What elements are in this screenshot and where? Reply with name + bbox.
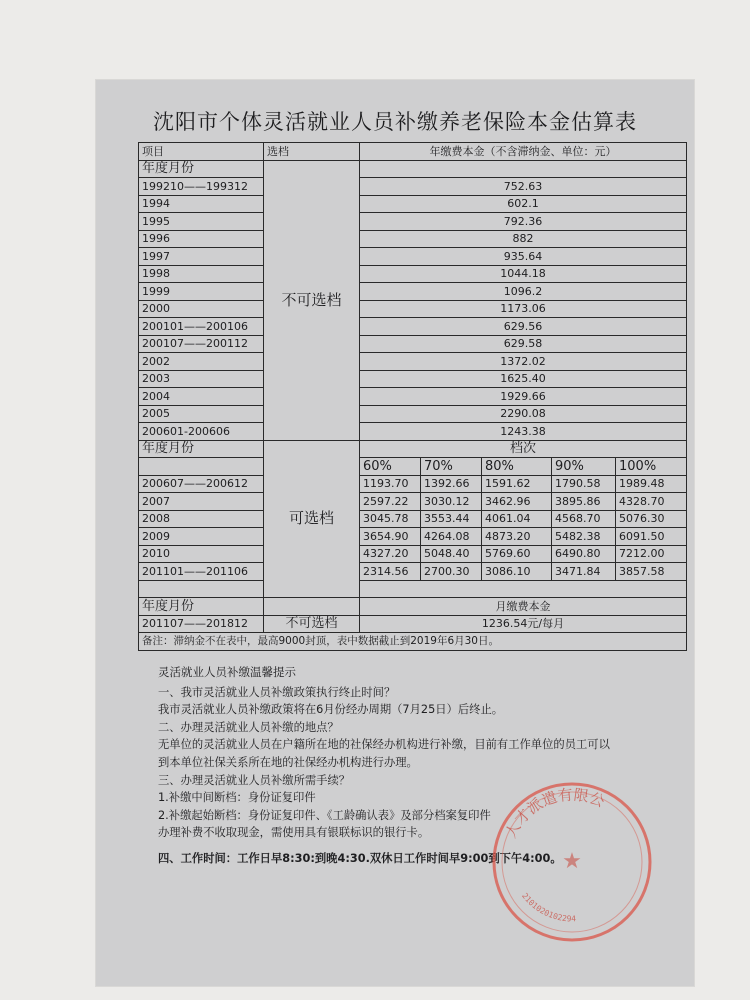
amount-cell: 3857.58 bbox=[616, 563, 687, 581]
table-row bbox=[139, 388, 687, 406]
note-row bbox=[139, 633, 687, 651]
table-row bbox=[139, 493, 687, 511]
table-row bbox=[139, 475, 687, 493]
tips-answer-1: 我市灵活就业人员补缴政策将在6月份经办周期（7月25日）后终止。 bbox=[158, 703, 504, 717]
amount-cell: 3553.44 bbox=[421, 510, 482, 528]
amount-cell: 1096.2 bbox=[360, 283, 687, 301]
period-cell: 2010 bbox=[139, 545, 264, 563]
period-cell: 1999 bbox=[139, 283, 264, 301]
star-icon: ★ bbox=[562, 849, 582, 874]
red-seal-stamp bbox=[486, 776, 658, 948]
note-cell: 备注：滞纳金不在表中，最高9000封顶，表中数据截止到2019年6月30日。 bbox=[139, 633, 687, 651]
year-month-label: 年度月份 bbox=[139, 598, 264, 616]
period-cell: 1996 bbox=[139, 230, 264, 248]
table-row bbox=[139, 528, 687, 546]
amount-cell: 1790.58 bbox=[552, 475, 616, 493]
period-cell: 1995 bbox=[139, 213, 264, 231]
table-row bbox=[139, 423, 687, 441]
page-title: 沈阳市个体灵活就业人员补缴养老保险本金估算表 bbox=[153, 110, 637, 134]
period-cell: 2008 bbox=[139, 510, 264, 528]
amount-cell: 5482.38 bbox=[552, 528, 616, 546]
amount-cell: 1173.06 bbox=[360, 300, 687, 318]
period-cell: 1998 bbox=[139, 265, 264, 283]
monthly-label: 月缴费本金 bbox=[360, 598, 687, 616]
grade-header-row bbox=[139, 440, 687, 458]
spacer-row bbox=[139, 580, 687, 598]
table-row bbox=[139, 405, 687, 423]
period-cell: 200107——200112 bbox=[139, 335, 264, 353]
amount-cell: 4873.20 bbox=[482, 528, 552, 546]
period-cell: 199210——199312 bbox=[139, 178, 264, 196]
item-header: 项目 bbox=[139, 143, 264, 161]
blank-cell bbox=[264, 598, 360, 616]
tips-answer-2-line-1: 无单位的灵活就业人员在户籍所在地的社保经办机构进行补缴，目前有工作单位的员工可以 bbox=[158, 738, 610, 752]
amount-cell: 1236.54元/每月 bbox=[360, 615, 687, 633]
table-row bbox=[139, 195, 687, 213]
period-cell: 2004 bbox=[139, 388, 264, 406]
period-cell: 200101——200106 bbox=[139, 318, 264, 336]
year-month-label: 年度月份 bbox=[139, 160, 264, 178]
amount-header: 年缴费本金（不含滞纳金、单位：元） bbox=[360, 143, 687, 161]
amount-cell: 882 bbox=[360, 230, 687, 248]
amount-cell: 602.1 bbox=[360, 195, 687, 213]
amount-cell: 4264.08 bbox=[421, 528, 482, 546]
amount-cell: 3045.78 bbox=[360, 510, 421, 528]
period-cell: 1997 bbox=[139, 248, 264, 266]
period-cell: 2007 bbox=[139, 493, 264, 511]
grade-percent-row bbox=[139, 458, 687, 476]
period-cell: 200601-200606 bbox=[139, 423, 264, 441]
table-row bbox=[139, 265, 687, 283]
grade-percent: 70% bbox=[421, 458, 482, 476]
table-row bbox=[139, 370, 687, 388]
amount-cell: 1392.66 bbox=[421, 475, 482, 493]
amount-cell: 1591.62 bbox=[482, 475, 552, 493]
amount-cell: 935.64 bbox=[360, 248, 687, 266]
table-row bbox=[139, 300, 687, 318]
not-selectable-label: 不可选档 bbox=[264, 160, 360, 440]
grade-percent: 80% bbox=[482, 458, 552, 476]
period-cell: 200607——200612 bbox=[139, 475, 264, 493]
period-cell: 2009 bbox=[139, 528, 264, 546]
grade-percent: 90% bbox=[552, 458, 616, 476]
estimate-table bbox=[138, 142, 687, 651]
amount-cell: 2290.08 bbox=[360, 405, 687, 423]
amount-cell: 3086.10 bbox=[482, 563, 552, 581]
table-row bbox=[139, 230, 687, 248]
amount-cell: 1243.38 bbox=[360, 423, 687, 441]
amount-cell: 6091.50 bbox=[616, 528, 687, 546]
amount-cell: 5048.40 bbox=[421, 545, 482, 563]
tips-answer-3-line-2: 2.补缴起始断档：身份证复印件、《工龄确认表》及部分档案复印件 bbox=[158, 808, 491, 822]
tips-answer-3-line-3: 办理补费不收取现金，需使用具有银联标识的银行卡。 bbox=[158, 826, 430, 840]
amount-cell: 7212.00 bbox=[616, 545, 687, 563]
amount-cell: 3471.84 bbox=[552, 563, 616, 581]
monthly-row bbox=[139, 615, 687, 633]
grade-header: 选档 bbox=[264, 143, 360, 161]
amount-cell: 2314.56 bbox=[360, 563, 421, 581]
amount-cell: 3030.12 bbox=[421, 493, 482, 511]
table-row bbox=[139, 248, 687, 266]
grade-label: 档次 bbox=[360, 440, 687, 458]
period-cell: 2005 bbox=[139, 405, 264, 423]
amount-cell: 1929.66 bbox=[360, 388, 687, 406]
amount-cell: 792.36 bbox=[360, 213, 687, 231]
amount-cell: 4327.20 bbox=[360, 545, 421, 563]
grade-percent: 60% bbox=[360, 458, 421, 476]
blank-cell bbox=[139, 458, 264, 476]
period-cell: 2002 bbox=[139, 353, 264, 371]
table-row bbox=[139, 318, 687, 336]
table-header-row bbox=[139, 143, 687, 161]
amount-cell: 5076.30 bbox=[616, 510, 687, 528]
tips-answer-3-line-1: 1.补缴中间断档：身份证复印件 bbox=[158, 791, 316, 805]
tips-question-4: 四、工作时间：工作日早8:30:到晚4:30.双休日工作时间早9:00到下午4:00。 bbox=[158, 851, 562, 865]
year-month-label: 年度月份 bbox=[139, 440, 264, 458]
tips-heading: 灵活就业人员补缴温馨提示 bbox=[158, 665, 296, 679]
table-row bbox=[139, 178, 687, 196]
tips-question-3: 三、办理灵活就业人员补缴所需手续？ bbox=[158, 773, 351, 787]
amount-cell: 3654.90 bbox=[360, 528, 421, 546]
stamp-ring-text: 人才派遣有限公 bbox=[501, 785, 608, 841]
amount-cell: 629.56 bbox=[360, 318, 687, 336]
grade-percent: 100% bbox=[616, 458, 687, 476]
amount-cell: 1625.40 bbox=[360, 370, 687, 388]
amount-cell: 2700.30 bbox=[421, 563, 482, 581]
amount-cell: 1193.70 bbox=[360, 475, 421, 493]
amount-cell: 4568.70 bbox=[552, 510, 616, 528]
period-cell: 1994 bbox=[139, 195, 264, 213]
amount-cell: 4328.70 bbox=[616, 493, 687, 511]
amount-cell: 3895.86 bbox=[552, 493, 616, 511]
table-row bbox=[139, 510, 687, 528]
period-cell: 2003 bbox=[139, 370, 264, 388]
period-cell: 201101——201106 bbox=[139, 563, 264, 581]
period-cell: 201107——201812 bbox=[139, 615, 264, 633]
tips-answer-2-line-2: 到本单位社保关系所在地的社保经办机构进行办理。 bbox=[158, 755, 418, 769]
stamp-number: 2101020102294 bbox=[520, 891, 577, 924]
year-month-row bbox=[139, 160, 687, 178]
table-row bbox=[139, 545, 687, 563]
amount-cell: 1989.48 bbox=[616, 475, 687, 493]
amount-cell: 629.58 bbox=[360, 335, 687, 353]
blank-cell bbox=[139, 580, 264, 598]
amount-cell: 1044.18 bbox=[360, 265, 687, 283]
table-row bbox=[139, 563, 687, 581]
table-row bbox=[139, 213, 687, 231]
blank-cell bbox=[360, 160, 687, 178]
selectable-label: 可选档 bbox=[264, 440, 360, 598]
tips-question-2: 二、办理灵活就业人员补缴的地点？ bbox=[158, 720, 339, 734]
amount-cell: 1372.02 bbox=[360, 353, 687, 371]
tips-question-1: 一、我市灵活就业人员补缴政策执行终止时间？ bbox=[158, 685, 396, 699]
amount-cell: 752.63 bbox=[360, 178, 687, 196]
table-row bbox=[139, 283, 687, 301]
monthly-header-row bbox=[139, 598, 687, 616]
amount-cell: 5769.60 bbox=[482, 545, 552, 563]
amount-cell: 3462.96 bbox=[482, 493, 552, 511]
amount-cell: 6490.80 bbox=[552, 545, 616, 563]
amount-cell: 2597.22 bbox=[360, 493, 421, 511]
amount-cell: 4061.04 bbox=[482, 510, 552, 528]
table-row bbox=[139, 335, 687, 353]
period-cell: 2000 bbox=[139, 300, 264, 318]
table-row bbox=[139, 353, 687, 371]
blank-cell bbox=[360, 580, 687, 598]
grade-cell: 不可选档 bbox=[264, 615, 360, 633]
